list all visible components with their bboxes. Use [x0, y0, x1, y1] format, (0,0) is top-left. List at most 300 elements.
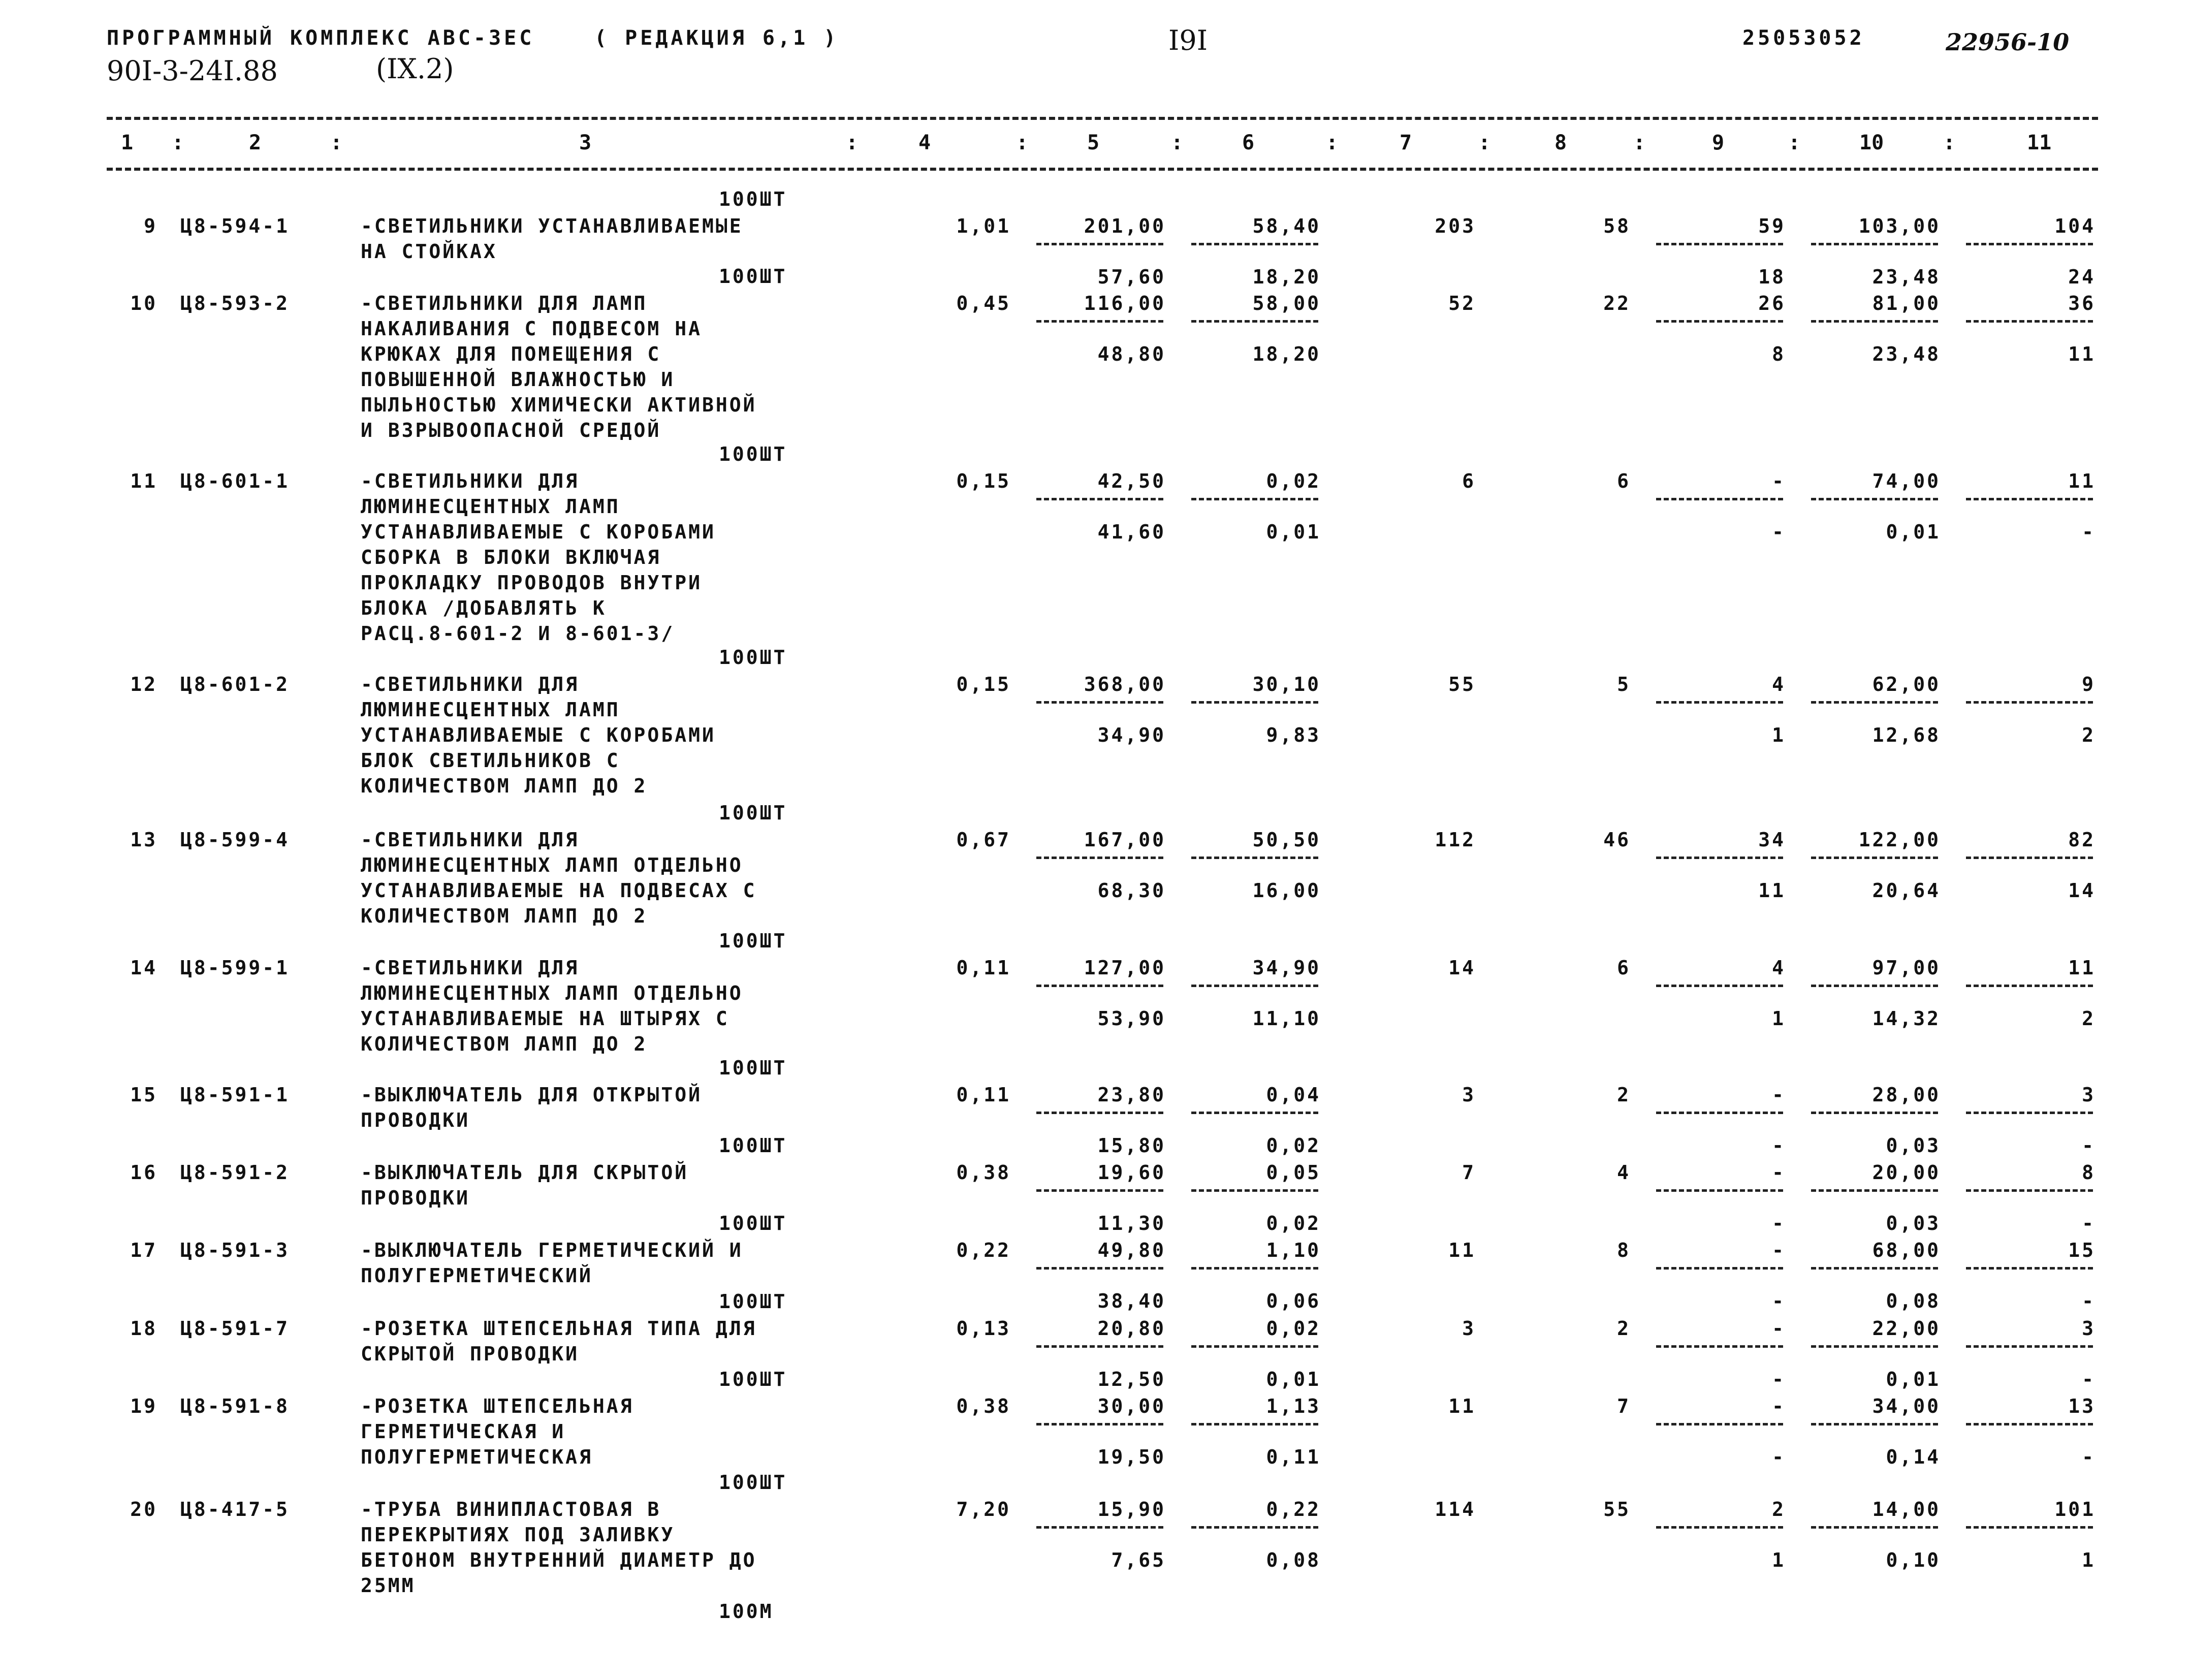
subtotal-separator [1656, 1345, 1783, 1348]
value-c8: 6 [1617, 957, 1631, 979]
column-number: 10 [1859, 131, 1884, 154]
value-c7: 11 [1448, 1395, 1476, 1417]
rate-code: Ц8-599-1 [180, 957, 290, 979]
rate-code: Ц8-601-1 [180, 470, 290, 492]
row-number: 15 [130, 1084, 157, 1106]
value-c8: 8 [1617, 1239, 1631, 1261]
subtotal-separator [1036, 985, 1163, 987]
value-c11: 8 [2082, 1161, 2096, 1184]
value-c10-wages: 12,68 [1872, 724, 1941, 746]
description-line: УСТАНАВЛИВАЕМЫЕ С КОРОБАМИ [361, 724, 716, 746]
value-c11: 104 [2054, 215, 2096, 237]
value-c10: 34,00 [1872, 1395, 1941, 1417]
subtotal-separator [1656, 701, 1783, 704]
description-line: БЛОКА /ДОБАВЛЯТЬ К [361, 597, 607, 619]
subtotal-separator [1191, 1112, 1318, 1114]
value-c11: 11 [2068, 470, 2096, 492]
value-c8: 4 [1617, 1161, 1631, 1184]
description-line: -СВЕТИЛЬНИКИ ДЛЯ ЛАМП [361, 292, 648, 314]
value-c5: 42,50 [1097, 470, 1166, 492]
value-c9-wages: 1 [1772, 724, 1786, 746]
value-c10-wages: 0,01 [1886, 1368, 1941, 1390]
value-c10-wages: 0,14 [1886, 1446, 1941, 1468]
subtotal-separator [1036, 1112, 1163, 1114]
description-line: -СВЕТИЛЬНИКИ ДЛЯ [361, 957, 580, 979]
value-c8: 2 [1617, 1317, 1631, 1340]
value-c9-wages: - [1772, 1368, 1786, 1390]
row-number: 13 [130, 829, 157, 851]
value-c6: 34,90 [1252, 957, 1321, 979]
unit-label: 100ШТ [719, 1057, 787, 1079]
description-line: РАСЦ.8-601-2 И 8-601-3/ [361, 622, 675, 645]
value-c7: 203 [1435, 215, 1476, 237]
unit-label: 100ШТ [719, 802, 787, 824]
description-line: ПОЛУГЕРМЕТИЧЕСКИЙ [361, 1264, 593, 1287]
description-line: УСТАНАВЛИВАЕМЫЕ НА ПОДВЕСАХ С [361, 879, 757, 902]
subtotal-separator [1656, 985, 1783, 987]
value-c8: 7 [1617, 1395, 1631, 1417]
value-c9: - [1772, 1395, 1786, 1417]
description-line: НА СТОЙКАХ [361, 240, 497, 263]
subtotal-separator [1036, 701, 1163, 704]
value-c10: 28,00 [1872, 1084, 1941, 1106]
value-c4: 0,15 [956, 470, 1011, 492]
value-c5-wages: 53,90 [1097, 1007, 1166, 1030]
value-c11-wages: 14 [2068, 879, 2096, 902]
value-c10-wages: 23,48 [1872, 266, 1941, 288]
value-c6-wages: 11,10 [1252, 1007, 1321, 1030]
subtotal-separator [1811, 1189, 1938, 1192]
subtotal-separator [1656, 1267, 1783, 1270]
subtotal-separator [1811, 320, 1938, 323]
subtotal-separator [1036, 1345, 1163, 1348]
value-c9: 59 [1758, 215, 1786, 237]
subtotal-separator [1811, 1112, 1938, 1114]
subtotal-separator [1191, 243, 1318, 245]
description-line: ГЕРМЕТИЧЕСКАЯ И [361, 1420, 566, 1443]
subtotal-separator [1191, 1423, 1318, 1425]
description-line: -СВЕТИЛЬНИКИ ДЛЯ [361, 673, 580, 695]
value-c10: 20,00 [1872, 1161, 1941, 1184]
subtotal-separator [1811, 1526, 1938, 1529]
column-divider: : [1016, 131, 1029, 154]
value-c6: 0,22 [1266, 1498, 1321, 1520]
rate-code: Ц8-591-1 [180, 1084, 290, 1106]
subtotal-separator [1656, 320, 1783, 323]
column-divider: : [330, 131, 343, 154]
column-number: 5 [1087, 131, 1100, 154]
value-c11-wages: - [2082, 1134, 2096, 1157]
subtotal-separator [1656, 857, 1783, 859]
description-line: ПРОКЛАДКУ ПРОВОДОВ ВНУТРИ [361, 572, 702, 594]
subtotal-separator [1966, 1423, 2093, 1425]
value-c5-wages: 12,50 [1097, 1368, 1166, 1390]
value-c5: 30,00 [1097, 1395, 1166, 1417]
value-c10-wages: 0,08 [1886, 1290, 1941, 1312]
value-c9-wages: 1 [1772, 1549, 1786, 1571]
subtotal-separator [1966, 320, 2093, 323]
value-c11-wages: - [2082, 1446, 2096, 1468]
description-line: КРЮКАХ ДЛЯ ПОМЕЩЕНИЯ С [361, 343, 661, 365]
page-number: I9I [1168, 24, 1208, 56]
value-c8: 5 [1617, 673, 1631, 695]
value-c7: 3 [1462, 1084, 1476, 1106]
value-c10-wages: 0,03 [1886, 1212, 1941, 1234]
subtotal-separator [1966, 1345, 2093, 1348]
rate-code: Ц8-417-5 [180, 1498, 290, 1520]
value-c9-wages: 18 [1758, 266, 1786, 288]
description-line: НАКАЛИВАНИЯ С ПОДВЕСОМ НА [361, 318, 702, 340]
value-c10: 81,00 [1872, 292, 1941, 314]
description-line: КОЛИЧЕСТВОМ ЛАМП ДО 2 [361, 775, 648, 797]
description-line: ПЫЛЬНОСТЬЮ ХИМИЧЕСКИ АКТИВНОЙ [361, 394, 757, 416]
subtotal-separator [1811, 243, 1938, 245]
value-c7: 114 [1435, 1498, 1476, 1520]
rate-code: Ц8-591-7 [180, 1317, 290, 1340]
value-c10: 97,00 [1872, 957, 1941, 979]
subtotal-separator [1036, 1267, 1163, 1270]
description-line: ЛЮМИНЕСЦЕНТНЫХ ЛАМП [361, 699, 620, 721]
column-number: 9 [1712, 131, 1725, 154]
subtotal-separator [1191, 320, 1318, 323]
value-c6-wages: 0,06 [1266, 1290, 1321, 1312]
value-c11-wages: 24 [2068, 266, 2096, 288]
rate-code: Ц8-593-2 [180, 292, 290, 314]
value-c11: 36 [2068, 292, 2096, 314]
value-c6-wages: 0,02 [1266, 1134, 1321, 1157]
value-c6: 58,00 [1252, 292, 1321, 314]
value-c5-wages: 38,40 [1097, 1290, 1166, 1312]
value-c10: 14,00 [1872, 1498, 1941, 1520]
column-number: 7 [1400, 131, 1412, 154]
value-c4: 7,20 [956, 1498, 1011, 1520]
value-c4: 0,15 [956, 673, 1011, 695]
subtotal-separator [1811, 1267, 1938, 1270]
row-number: 11 [130, 470, 157, 492]
value-c6-wages: 16,00 [1252, 879, 1321, 902]
subtotal-separator [1191, 498, 1318, 500]
value-c10-wages: 14,32 [1872, 1007, 1941, 1030]
value-c5: 15,90 [1097, 1498, 1166, 1520]
subtotal-separator [1966, 857, 2093, 859]
unit-label: 100ШТ [719, 1212, 787, 1234]
value-c11-wages: 1 [2082, 1549, 2096, 1571]
value-c11: 15 [2068, 1239, 2096, 1261]
subtotal-separator [1656, 1526, 1783, 1529]
value-c4: 0,11 [956, 1084, 1011, 1106]
description-line: 25ММ [361, 1574, 416, 1597]
value-c10-wages: 20,64 [1872, 879, 1941, 902]
value-c8: 58 [1603, 215, 1631, 237]
row-number: 10 [130, 292, 157, 314]
value-c6-wages: 0,11 [1266, 1446, 1321, 1468]
description-line: ЛЮМИНЕСЦЕНТНЫХ ЛАМП ОТДЕЛЬНО [361, 982, 743, 1004]
value-c11: 82 [2068, 829, 2096, 851]
value-c5-wages: 15,80 [1097, 1134, 1166, 1157]
description-line: -РОЗЕТКА ШТЕПСЕЛЬНАЯ [361, 1395, 634, 1417]
value-c6-wages: 0,01 [1266, 521, 1321, 543]
value-c9: - [1772, 1239, 1786, 1261]
column-divider: : [1633, 131, 1646, 154]
unit-label: 100ШТ [719, 1134, 787, 1157]
value-c11-wages: - [2082, 1368, 2096, 1390]
column-divider: : [1171, 131, 1184, 154]
description-line: -СВЕТИЛЬНИКИ УСТАНАВЛИВАЕМЫЕ [361, 215, 743, 237]
value-c6: 1,13 [1266, 1395, 1321, 1417]
column-divider: : [846, 131, 859, 154]
value-c10: 103,00 [1858, 215, 1941, 237]
value-c10: 62,00 [1872, 673, 1941, 695]
value-c9-wages: 1 [1772, 1007, 1786, 1030]
value-c9: 4 [1772, 957, 1786, 979]
value-c11-wages: 2 [2082, 724, 2096, 746]
subtotal-separator [1656, 243, 1783, 245]
value-c6: 0,02 [1266, 470, 1321, 492]
value-c10-wages: 0,03 [1886, 1134, 1941, 1157]
value-c5-wages: 11,30 [1097, 1212, 1166, 1234]
value-c6: 1,10 [1266, 1239, 1321, 1261]
value-c4: 0,38 [956, 1161, 1011, 1184]
subtotal-separator [1191, 1189, 1318, 1192]
value-c6-wages: 9,83 [1266, 724, 1321, 746]
value-c9: - [1772, 1317, 1786, 1340]
value-c9-wages: - [1772, 1290, 1786, 1312]
row-number: 14 [130, 957, 157, 979]
description-line: УСТАНАВЛИВАЕМЫЕ НА ШТЫРЯХ С [361, 1007, 729, 1030]
register-code: 25053052 [1742, 26, 1865, 50]
rate-code: Ц8-594-1 [180, 215, 290, 237]
value-c7: 55 [1448, 673, 1476, 695]
description-line: ПРОВОДКИ [361, 1187, 470, 1209]
description-line: КОЛИЧЕСТВОМ ЛАМП ДО 2 [361, 905, 648, 927]
document-code: 90I-3-24I.88 [107, 55, 278, 87]
value-c11-wages: 2 [2082, 1007, 2096, 1030]
description-line: УСТАНАВЛИВАЕМЫЕ С КОРОБАМИ [361, 521, 716, 543]
value-c9: 4 [1772, 673, 1786, 695]
subtotal-separator [1811, 1345, 1938, 1348]
subtotal-separator [1656, 1423, 1783, 1425]
subtotal-separator [1191, 1526, 1318, 1529]
value-c4: 0,11 [956, 957, 1011, 979]
value-c5-wages: 7,65 [1111, 1549, 1166, 1571]
value-c9: 26 [1758, 292, 1786, 314]
value-c10: 22,00 [1872, 1317, 1941, 1340]
value-c6: 50,50 [1252, 829, 1321, 851]
column-number: 4 [918, 131, 931, 154]
value-c7: 52 [1448, 292, 1476, 314]
value-c11-wages: - [2082, 1212, 2096, 1234]
row-number: 18 [130, 1317, 157, 1340]
description-line: СБОРКА В БЛОКИ ВКЛЮЧАЯ [361, 546, 661, 568]
value-c7: 14 [1448, 957, 1476, 979]
row-number: 19 [130, 1395, 157, 1417]
unit-label: 100ШТ [719, 1368, 787, 1390]
value-c9-wages: - [1772, 521, 1786, 543]
description-line: ПОВЫШЕННОЙ ВЛАЖНОСТЬЮ И [361, 368, 675, 391]
subtotal-separator [1191, 1345, 1318, 1348]
column-separator: : [172, 131, 184, 154]
unit-label: 100ШТ [719, 646, 787, 669]
rate-code: Ц8-591-8 [180, 1395, 290, 1417]
unit-label: 100ШТ [719, 1471, 787, 1494]
row-number: 9 [144, 215, 157, 237]
row-number: 17 [130, 1239, 157, 1261]
value-c11: 101 [2054, 1498, 2096, 1520]
subtotal-separator [1811, 1423, 1938, 1425]
rate-code: Ц8-599-4 [180, 829, 290, 851]
subtotal-separator [1811, 985, 1938, 987]
column-number: 11 [2027, 131, 2052, 154]
subtotal-separator [1966, 1189, 2093, 1192]
description-line: -СВЕТИЛЬНИКИ ДЛЯ [361, 829, 580, 851]
value-c11: 9 [2082, 673, 2096, 695]
value-c9: - [1772, 470, 1786, 492]
description-line: -ТРУБА ВИНИПЛАСТОВАЯ В [361, 1498, 661, 1520]
value-c10: 122,00 [1858, 829, 1941, 851]
value-c5: 167,00 [1084, 829, 1166, 851]
column-divider: : [1326, 131, 1339, 154]
value-c6-wages: 0,01 [1266, 1368, 1321, 1390]
value-c11: 3 [2082, 1317, 2096, 1340]
value-c5: 116,00 [1084, 292, 1166, 314]
value-c5: 201,00 [1084, 215, 1166, 237]
value-c5-wages: 57,60 [1097, 266, 1166, 288]
value-c4: 0,45 [956, 292, 1011, 314]
column-number: 8 [1554, 131, 1567, 154]
subtotal-separator [1036, 498, 1163, 500]
value-c5: 20,80 [1097, 1317, 1166, 1340]
value-c5: 368,00 [1084, 673, 1166, 695]
value-c11-wages: 11 [2068, 343, 2096, 365]
value-c11: 11 [2068, 957, 2096, 979]
unit-label: 100ШТ [719, 265, 787, 288]
value-c7: 7 [1462, 1161, 1476, 1184]
subtotal-separator [1191, 1267, 1318, 1270]
value-c10: 74,00 [1872, 470, 1941, 492]
unit-label: 100ШТ [719, 188, 787, 210]
subtotal-separator [1191, 985, 1318, 987]
unit-label: 100ШТ [719, 443, 787, 465]
value-c5: 127,00 [1084, 957, 1166, 979]
trailing-unit-label: 100М [719, 1600, 774, 1623]
subtotal-separator [1191, 857, 1318, 859]
value-c10-wages: 23,48 [1872, 343, 1941, 365]
value-c6: 0,02 [1266, 1317, 1321, 1340]
description-line: КОЛИЧЕСТВОМ ЛАМП ДО 2 [361, 1033, 648, 1055]
description-line: БЛОК СВЕТИЛЬНИКОВ С [361, 749, 620, 772]
description-line: ПЕРЕКРЫТИЯХ ПОД ЗАЛИВКУ [361, 1524, 675, 1546]
subtotal-separator [1966, 243, 2093, 245]
value-c11-wages: - [2082, 521, 2096, 543]
program-title: ПРОГРАММНЫЙ КОМПЛЕКС АВС-3ЕС [107, 26, 535, 50]
value-c9-wages: - [1772, 1212, 1786, 1234]
row-number: 16 [130, 1161, 157, 1184]
subtotal-separator [1966, 498, 2093, 500]
column-number: 6 [1242, 131, 1255, 154]
value-c10-wages: 0,10 [1886, 1549, 1941, 1571]
value-c9: - [1772, 1161, 1786, 1184]
subtotal-separator [1036, 243, 1163, 245]
value-c11: 13 [2068, 1395, 2096, 1417]
value-c8: 6 [1617, 470, 1631, 492]
value-c7: 11 [1448, 1239, 1476, 1261]
description-line: БЕТОНОМ ВНУТРЕННИЙ ДИАМЕТР ДО [361, 1549, 757, 1571]
value-c9-wages: - [1772, 1446, 1786, 1468]
value-c6: 0,04 [1266, 1084, 1321, 1106]
column-divider: : [1478, 131, 1491, 154]
section-label: (IX.2) [376, 53, 454, 85]
description-line: -ВЫКЛЮЧАТЕЛЬ ГЕРМЕТИЧЕСКИЙ И [361, 1239, 743, 1261]
value-c11: 3 [2082, 1084, 2096, 1106]
value-c6: 30,10 [1252, 673, 1321, 695]
subtotal-separator [1966, 985, 2093, 987]
description-line: -ВЫКЛЮЧАТЕЛЬ ДЛЯ СКРЫТОЙ [361, 1161, 689, 1184]
value-c7: 112 [1435, 829, 1476, 851]
description-line: -РОЗЕТКА ШТЕПСЕЛЬНАЯ ТИПА ДЛЯ [361, 1317, 757, 1340]
value-c7: 6 [1462, 470, 1476, 492]
value-c9: 34 [1758, 829, 1786, 851]
value-c5-wages: 68,30 [1097, 879, 1166, 902]
value-c6: 58,40 [1252, 215, 1321, 237]
value-c5-wages: 41,60 [1097, 521, 1166, 543]
description-line: ЛЮМИНЕСЦЕНТНЫХ ЛАМП ОТДЕЛЬНО [361, 854, 743, 876]
subtotal-separator [1966, 1112, 2093, 1114]
value-c4: 0,67 [956, 829, 1011, 851]
subtotal-separator [1656, 1112, 1783, 1114]
subtotal-separator [1036, 1423, 1163, 1425]
rate-code: Ц8-591-2 [180, 1161, 290, 1184]
subtotal-separator [1656, 1189, 1783, 1192]
value-c9: 2 [1772, 1498, 1786, 1520]
edition-label: ( РЕДАКЦИЯ 6,1 ) [594, 26, 839, 50]
value-c5: 23,80 [1097, 1084, 1166, 1106]
handwritten-code: 22956-10 [1946, 28, 2070, 56]
description-line: СКРЫТОЙ ПРОВОДКИ [361, 1343, 580, 1365]
subtotal-separator [1811, 701, 1938, 704]
subtotal-separator [1656, 498, 1783, 500]
value-c5-wages: 48,80 [1097, 343, 1166, 365]
row-number: 20 [130, 1498, 157, 1520]
description-line: -СВЕТИЛЬНИКИ ДЛЯ [361, 470, 580, 492]
description-line: И ВЗРЫВООПАСНОЙ СРЕДОЙ [361, 419, 661, 441]
subtotal-separator [1966, 701, 2093, 704]
value-c6-wages: 0,02 [1266, 1212, 1321, 1234]
row-number: 12 [130, 673, 157, 695]
value-c6-wages: 18,20 [1252, 343, 1321, 365]
column-number: 2 [249, 131, 262, 154]
subtotal-separator [1036, 320, 1163, 323]
value-c9-wages: 8 [1772, 343, 1786, 365]
unit-label: 100ШТ [719, 930, 787, 952]
value-c11-wages: - [2082, 1290, 2096, 1312]
value-c5: 19,60 [1097, 1161, 1166, 1184]
value-c5-wages: 19,50 [1097, 1446, 1166, 1468]
description-line: -ВЫКЛЮЧАТЕЛЬ ДЛЯ ОТКРЫТОЙ [361, 1084, 702, 1106]
rate-code: Ц8-591-3 [180, 1239, 290, 1261]
description-line: ПРОВОДКИ [361, 1109, 470, 1131]
value-c6: 0,05 [1266, 1161, 1321, 1184]
value-c10: 68,00 [1872, 1239, 1941, 1261]
value-c6-wages: 0,08 [1266, 1549, 1321, 1571]
description-line: ЛЮМИНЕСЦЕНТНЫХ ЛАМП [361, 495, 620, 518]
column-number: 1 [121, 131, 134, 154]
unit-label: 100ШТ [719, 1290, 787, 1313]
value-c9-wages: 11 [1758, 879, 1786, 902]
value-c8: 55 [1603, 1498, 1631, 1520]
value-c5: 49,80 [1097, 1239, 1166, 1261]
value-c9-wages: - [1772, 1134, 1786, 1157]
value-c8: 46 [1603, 829, 1631, 851]
